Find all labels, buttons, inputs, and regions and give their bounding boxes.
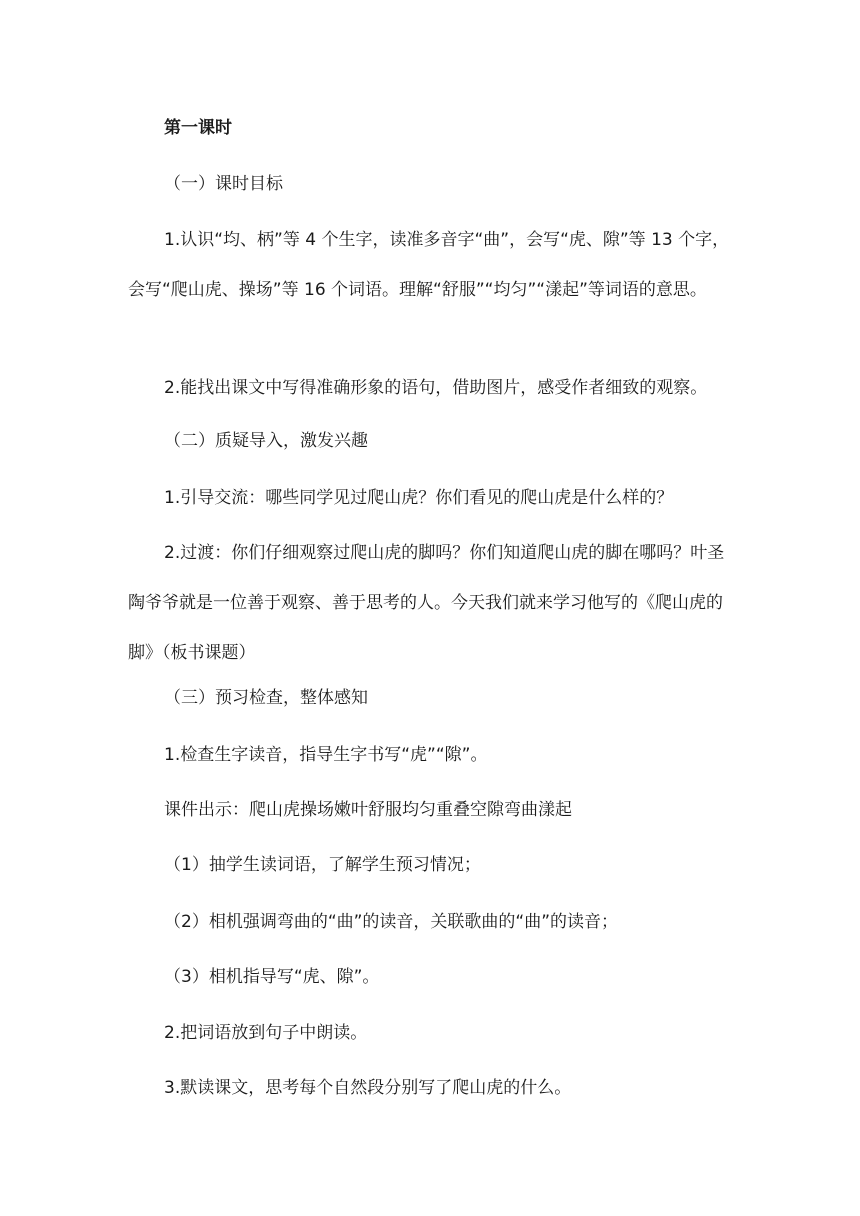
- paragraph-goal-2: 2.能找出课文中写得准确形象的语句，借助图片，感受作者细致的观察。: [164, 378, 708, 398]
- paragraph-intro-2: 2.过渡：你们仔细观察过爬山虎的脚吗？你们知道爬山虎的脚在哪吗？叶圣陶爷爷就是一位善于观察、善于思考的人。今天我们就来学习他写的《爬山虎的脚》（板书课题）: [128, 543, 725, 663]
- paragraph-goal-1: 1.认识“均、柄”等 4 个生字，读准多音字“曲”，会写“虎、隙”等 13 个字，会写“爬山虎、操场”等 16 个词语。理解“舒服”“均匀”“漾起”等词语的意思。: [128, 230, 730, 300]
- paragraph-courseware: 课件出示：爬山虎操场嫩叶舒服均匀重叠空隙弯曲漾起: [164, 800, 572, 820]
- paragraph-step-1: （1）抽学生读词语，了解学生预习情况；: [164, 855, 481, 875]
- paragraph-preview-2: 2.把词语放到句子中朗读。: [164, 1023, 368, 1043]
- paragraph-preview-1: 1.检查生字读音，指导生字书写“虎”“隙”。: [164, 745, 488, 765]
- paragraph-preview-3: 3.默读课文，思考每个自然段分别写了爬山虎的什么。: [164, 1078, 572, 1098]
- lesson-title: 第一课时: [164, 118, 232, 138]
- paragraph-step-2: （2）相机强调弯曲的“曲”的读音，关联歌曲的“曲”的读音；: [164, 912, 619, 932]
- paragraph-step-3: （3）相机指导写“虎、隙”。: [164, 967, 380, 987]
- paragraph-intro-1: 1.引导交流：哪些同学见过爬山虎？你们看见的爬山虎是什么样的？: [164, 488, 674, 508]
- section-heading-goals: （一）课时目标: [164, 174, 283, 194]
- section-heading-preview: （三）预习检查，整体感知: [164, 688, 368, 708]
- section-heading-intro: （二）质疑导入，激发兴趣: [164, 431, 368, 451]
